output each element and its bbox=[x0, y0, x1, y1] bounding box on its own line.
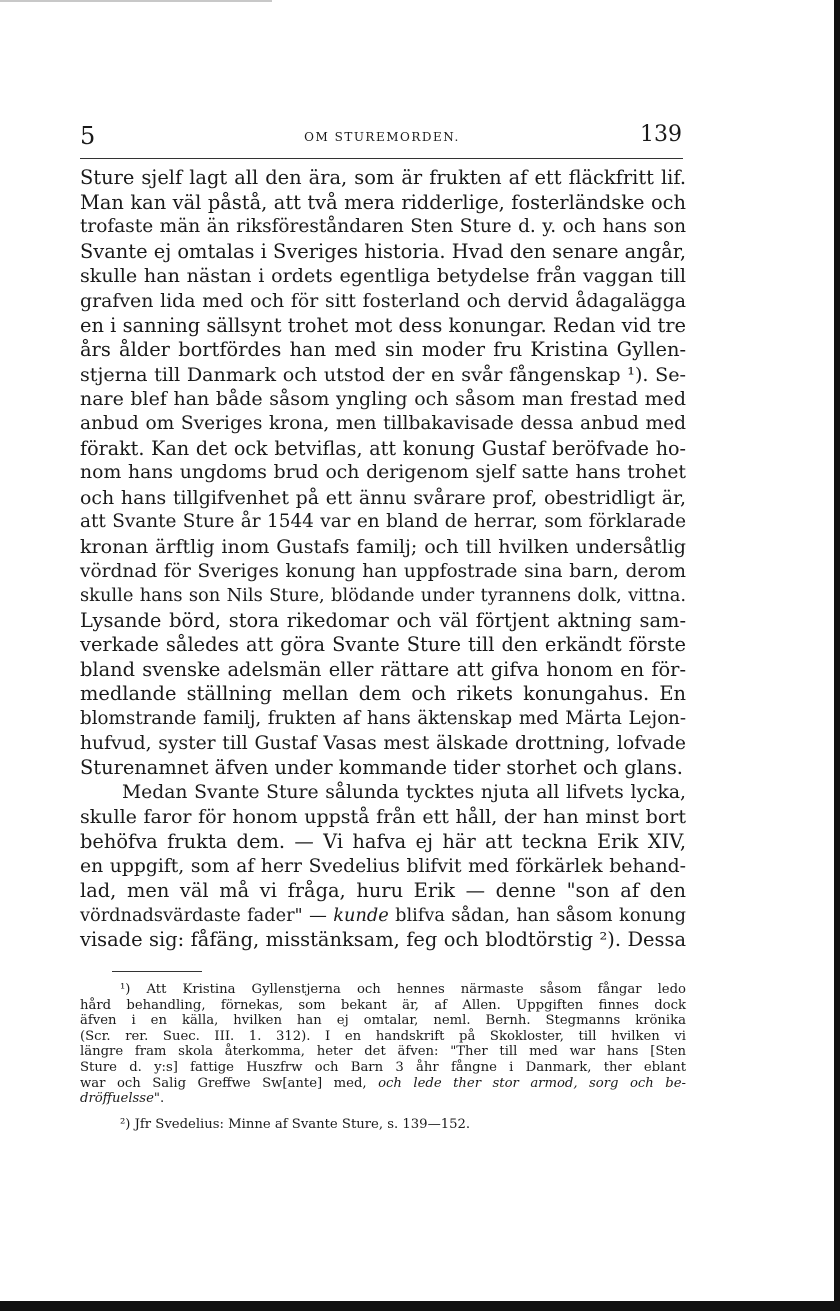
footnote-line: Sture d. y:s] fattige Huszfrw och Barn 3 åhr fångne i Danmark, ther eblant bbox=[80, 1059, 686, 1075]
body-line: en uppgift, som af herr Svedelius blifvit med förkärlek behand- bbox=[80, 855, 686, 877]
body-line: skulle han nästan i ordets egentliga betydelse från vaggan till bbox=[80, 264, 686, 288]
body-text bbox=[80, 166, 686, 953]
body-line: Man kan väl påstå, att två mera ridderlige, fosterländske och bbox=[80, 190, 686, 214]
footnote-line bbox=[80, 1076, 686, 1092]
body-line: att Svante Sture år 1544 var en bland de herrar, som förklarade bbox=[80, 511, 686, 533]
footnote-line: ²) Jfr Svedelius: Minne af Svante Sture, s. 139—152. bbox=[120, 1116, 471, 1132]
body-line: års ålder bortfördes han med sin moder fru Kristina Gyllen- bbox=[80, 338, 686, 362]
body-line: Medan Svante Sture sålunda tycktes njuta all lifvets lycka, bbox=[122, 781, 686, 803]
body-line: hufvud, syster till Gustaf Vasas mest älskade drottning, lofvade bbox=[80, 732, 686, 754]
running-head: OM STUREMORDEN. bbox=[304, 130, 460, 144]
body-line-segment: blifva sådan, han såsom konung bbox=[395, 905, 687, 926]
signature-mark: 5 bbox=[80, 122, 96, 150]
footnote-italic: och lede ther stor armod, sorg och be- bbox=[378, 1075, 686, 1091]
scan-top-line bbox=[0, 0, 272, 2]
body-line: en i sanning sällsynt trohet mot dess konungar. Redan vid tre bbox=[80, 313, 686, 337]
page-header bbox=[80, 122, 684, 152]
body-line: Sture sjelf lagt all den ära, som är frukten af ett fläckfritt lif. bbox=[80, 166, 686, 189]
footnote-line: hård behandling, förnekas, som bekant är, af Allen. Uppgiften finnes dock bbox=[80, 997, 686, 1013]
body-line: nare blef han både såsom yngling och såsom man frestad med bbox=[80, 388, 686, 411]
body-line: bland svenske adelsmän eller rättare att gifva honom en för- bbox=[80, 657, 686, 681]
body-line: kronan ärftlig inom Gustafs familj; och till hvilken undersåtlig bbox=[80, 534, 686, 558]
body-line: Sturenamnet äfven under kommande tider storhet och glans. bbox=[80, 756, 683, 780]
body-line: stjerna till Danmark och utstod der en svår fångenskap ¹). Se- bbox=[80, 362, 686, 386]
body-line: lad, men väl må vi fråga, huru Erik — denne "son af den bbox=[80, 879, 686, 903]
footnote-line bbox=[80, 1091, 686, 1107]
emphasized-word: kunde bbox=[333, 905, 389, 926]
footnote-italic: dröffuelsse bbox=[80, 1091, 154, 1107]
body-line: medlande ställning mellan dem och rikets konungahus. En bbox=[80, 682, 686, 706]
footnote-segment: ". bbox=[153, 1091, 165, 1107]
body-line: förakt. Kan det ock betviflas, att konung Gustaf beröfvade ho- bbox=[80, 436, 686, 460]
header-rule bbox=[80, 158, 683, 159]
body-line: visade sig: fåfäng, misstänksam, feg och blodtörstig ²). Dessa bbox=[80, 928, 686, 952]
footnote-line: (Scr. rer. Suec. III. 1. 312). I en handskrift på Skokloster, till hvilken vi bbox=[80, 1028, 686, 1044]
body-line: skulle faror för honom uppstå från ett håll, der han minst bort bbox=[80, 806, 686, 829]
body-line: grafven lida med och för sitt fosterland och dervid ådagalägga bbox=[80, 289, 686, 312]
body-line: behöfva frukta dem. — Vi hafva ej här att teckna Erik XIV, bbox=[80, 830, 686, 854]
page-number: 139 bbox=[640, 122, 682, 147]
body-line: och hans tillgifvenhet på ett ännu svårare prof, obestridligt är, bbox=[80, 486, 686, 509]
body-line: vördnad för Sveriges konung han uppfostrade sina barn, derom bbox=[80, 560, 686, 582]
body-line: verkade således att göra Svante Sture till den erkändt förste bbox=[80, 633, 686, 657]
body-line bbox=[80, 904, 686, 929]
scan-bottom-edge bbox=[0, 1301, 840, 1311]
footnote-line: längre fram skola återkomma, heter det äfven: "Ther till med war hans [Sten bbox=[80, 1044, 686, 1060]
body-line: skulle hans son Nils Sture, blödande under tyrannens dolk, vittna. bbox=[80, 585, 686, 607]
footnote-rule bbox=[112, 971, 202, 972]
footnote-segment: war och Salig Greffwe Sw[ante] med, bbox=[80, 1075, 367, 1091]
body-line-segment: vördnadsvärdaste fader" — bbox=[80, 905, 327, 926]
body-line: Svante ej omtalas i Sveriges historia. Hvad den senare angår, bbox=[80, 239, 686, 263]
footnotes bbox=[80, 982, 686, 1132]
body-line: nom hans ungdoms brud och derigenom sjelf satte hans trohet bbox=[80, 462, 686, 484]
body-line: anbud om Sveriges krona, men tillbakavisade dessa anbud med bbox=[80, 412, 686, 434]
body-line: blomstrande familj, frukten af hans äktenskap med Märta Lejon- bbox=[80, 708, 686, 730]
footnote-line: ¹) Att Kristina Gyllenstjerna och hennes närmaste såsom fångar ledo bbox=[120, 982, 686, 997]
body-line: Lysande börd, stora rikedomar och väl förtjent aktning sam- bbox=[80, 608, 686, 632]
scan-right-edge bbox=[834, 0, 840, 1311]
body-line: trofaste män än riksföreståndaren Sten Sture d. y. och hans son bbox=[80, 216, 686, 238]
footnote-line: äfven i en källa, hvilken han ej omtalar, neml. Bernh. Stegmanns krönika bbox=[80, 1013, 686, 1029]
